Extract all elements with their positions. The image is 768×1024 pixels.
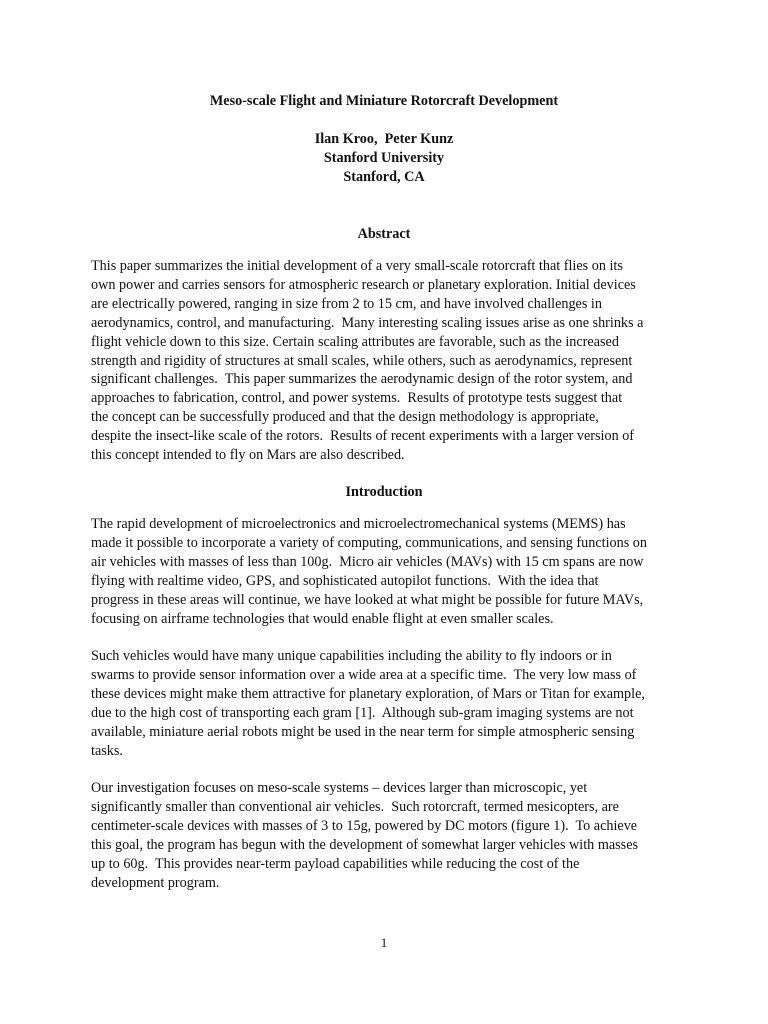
introduction-heading: Introduction — [345, 484, 423, 500]
text-line: up to 60g. This provides near-term payload capabilities while reducing the cost of the — [91, 855, 580, 872]
abstract-heading: Abstract — [357, 226, 411, 242]
text-line: air vehicles with masses of less than 100g. Micro air vehicles (MAVs) with 15 cm spans are now — [91, 553, 644, 570]
text-line: this goal, the program has begun with the development of somewhat larger vehicles with masses — [91, 836, 639, 853]
text-line: focusing on airframe technologies that would enable flight at even smaller scales. — [91, 610, 554, 627]
text-line: despite the insect-like scale of the rotors. Results of recent experiments with a larger version of — [91, 428, 635, 445]
text-line: swarms to provide sensor information over a wide area at a specific time. The very low mass of — [91, 666, 637, 683]
text-line: flying with realtime video, GPS, and sophisticated autopilot functions. With the idea that — [91, 572, 599, 589]
text-line: Such vehicles would have many unique capabilities including the ability to fly indoors or in — [91, 648, 612, 664]
abstract-paragraph — [91, 257, 691, 465]
text-line: The rapid development of microelectronics and microelectromechanical systems (MEMS) has — [91, 516, 626, 532]
text-line: these devices might make them attractive for planetary exploration, of Mars or Titan for example, — [91, 685, 645, 702]
text-line: due to the high cost of transporting each gram [1]. Although sub-gram imaging systems are not — [91, 704, 634, 721]
text-line: strength and rigidity of structures at small scales, while others, such as aerodynamics, represent — [91, 352, 633, 369]
text-line: significantly smaller than conventional air vehicles. Such rotorcraft, termed mesicopters, are — [91, 798, 619, 815]
text-line: progress in these areas will continue, we have looked at what might be possible for future MAVs, — [91, 591, 644, 608]
page-number: 1 — [380, 935, 388, 950]
text-line: Our investigation focuses on meso-scale systems – devices larger than microscopic, yet — [91, 780, 588, 796]
introduction-paragraph-1 — [91, 515, 691, 628]
author-block — [0, 130, 768, 187]
text-line: tasks. — [91, 742, 123, 759]
author-location: Stanford, CA — [343, 168, 425, 185]
text-line: are electrically powered, ranging in size from 2 to 15 cm, and have involved challenges in — [91, 295, 602, 312]
text-line: this concept intended to fly on Mars are also described. — [91, 447, 405, 464]
text-line: available, miniature aerial robots might be used in the near term for simple atmospheric sensing — [91, 723, 635, 740]
paper-title: Meso-scale Flight and Miniature Rotorcraft Development — [209, 93, 559, 109]
text-line: aerodynamics, control, and manufacturing. Many interesting scaling issues arise as one shrinks a — [91, 314, 644, 331]
introduction-paragraph-2 — [91, 647, 691, 760]
text-line: flight vehicle down to this size. Certain scaling attributes are favorable, such as the increased — [91, 333, 619, 350]
author-affiliation: Stanford University — [323, 149, 445, 166]
text-line: the concept can be successfully produced and that the design methodology is appropriate, — [91, 409, 599, 426]
introduction-paragraph-3 — [91, 779, 691, 892]
text-line: approaches to fabrication, control, and power systems. Results of prototype tests suggest that — [91, 390, 623, 407]
text-line: This paper summarizes the initial development of a very small-scale rotorcraft that flies on its — [91, 258, 623, 274]
text-line: centimeter-scale devices with masses of 3 to 15g, powered by DC motors (figure 1). To achieve — [91, 817, 638, 834]
author-names: Ilan Kroo, Peter Kunz — [314, 131, 454, 147]
text-line: made it possible to incorporate a variety of computing, communications, and sensing functions on — [91, 534, 647, 551]
text-line: own power and carries sensors for atmospheric research or planetary exploration. Initial devices — [91, 276, 636, 293]
text-line: development program. — [91, 874, 220, 891]
text-line: significant challenges. This paper summarizes the aerodynamic design of the rotor system, and — [91, 371, 633, 388]
